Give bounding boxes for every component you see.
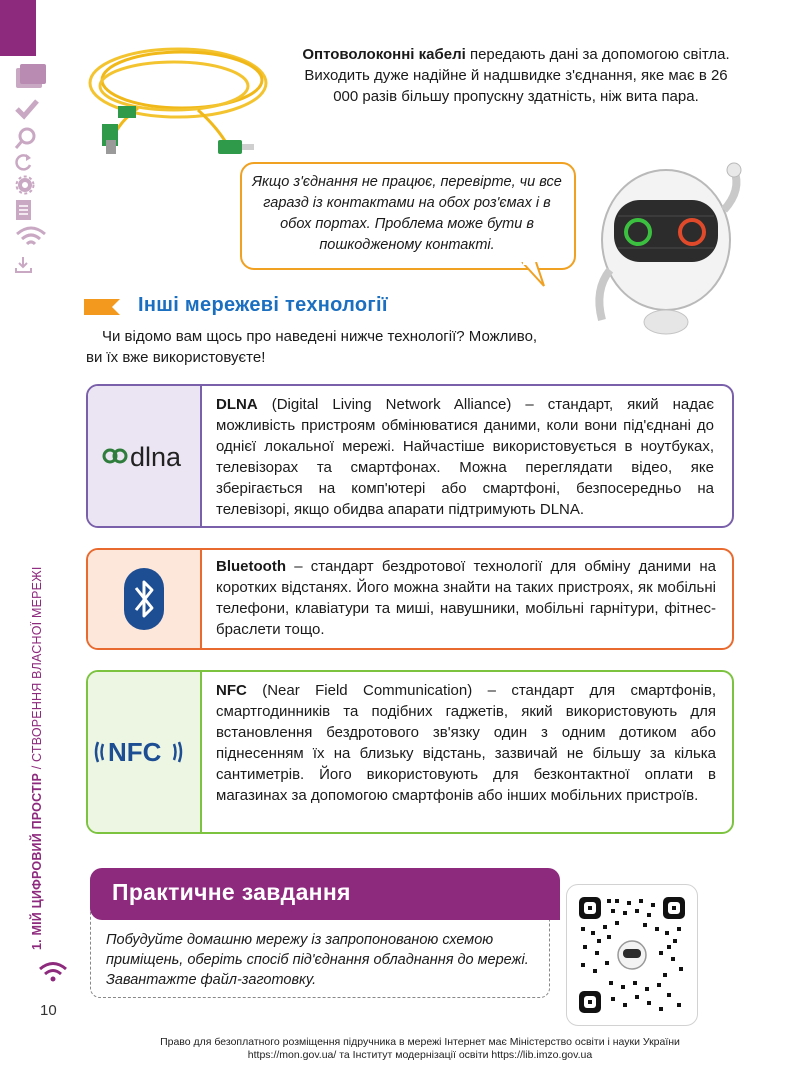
tip-text: Якщо з'єднання не працює, перевірте, чи все гаразд із контактами на обох роз'ємах і в обох портах. Проблема може бути в пошкодженому контакті. [252,174,562,253]
bluetooth-icon [88,550,200,648]
document-icon [14,198,34,222]
fiber-optic-intro: Оптоволоконні кабелі передають дані за допомогою світла. Виходить дуже надійне й надшвидке з'єднання, яке має в 26 000 разів більшу пропускну здатність, ніж вита пара. [302,46,730,105]
gear-icon [14,174,36,196]
section-heading: Інші мережеві технології [138,294,388,316]
page-number: 10 [40,1002,57,1019]
dlna-description: DLNA (Digital Living Network Alliance) – стандарт, який надає можливість пристроям обмінюватися даними, коли вони під'єднані до однієї локальної мережі. Найчастіше використовується в ноутбуках, телевізорах та смартфонах. Можна переглядати відео, яке зберігається на комп'ютері або смартфоні, безпосередньо на телевізорі, якщо обидва апарати підтримують DLNA. [216,396,714,518]
dlna-logo-text: dlna [130,442,182,472]
qr-code-card[interactable] [566,884,698,1026]
fiber-optic-cable-image [78,28,278,158]
footer-line-2: https://mon.gov.ua/ та Інститут модернізації освіти https://lib.imzo.gov.ua [247,1049,593,1061]
qr-code[interactable] [567,885,697,1025]
task-text: Побудуйте домашню мережу із запропонованою схемою приміщень, оберіть спосіб під'єднання обладнання до мережі. Завантажте файл-заготовку. [106,932,529,988]
wifi-icon [38,960,68,984]
nfc-logo [88,672,200,832]
nfc-logo-panel [88,672,202,832]
bluetooth-logo-panel [88,550,202,648]
footer-copyright [80,1036,760,1062]
robot-mascot-image [574,160,754,340]
nfc-description: NFC (Near Field Communication) – стандарт для смартфонів, смартгодинників та подібних гаджетів, який використовують для встановлення бездротового зв'язку один з одним дотиком або піднесенням їх на близьку відстань, зазвичай не більшу за кілька сантиметрів. Його використовують для безконтактної оплати в магазинах за допомогою смартфонів або інших мобільних пристроїв. [216,682,716,804]
task-title: Практичне завдання [112,879,351,905]
search-icon [14,126,38,150]
bluetooth-description: Bluetooth – стандарт бездротової технології для обміну даними на коротких відстанях. Його можна знайти на таких пристроях, як мобільні телефони, клавіатури та миші, навушники, мобільні гарнітури, фітнес-браслети тощо. [216,558,716,638]
dlna-logo-panel [88,386,202,526]
check-icon [14,98,40,120]
download-icon [14,256,34,274]
nfc-logo-text: NFC [108,737,162,767]
wifi-icon [14,224,48,250]
corner-tab [0,0,36,56]
dlna-logo [88,386,200,526]
refresh-icon [14,152,34,172]
heading-marker-icon [84,297,126,317]
footer-line-1: Право для безоплатного розміщення підручника в мережі Інтернет має Міністерство освіти і науки України [160,1036,680,1048]
bubble-tail [520,262,550,290]
folder-icon [14,62,48,92]
chapter-running-title: 1. МІЙ ЦИФРОВИЙ ПРОСТІР / СТВОРЕННЯ ВЛАСНОЇ МЕРЕЖІ [30,566,44,950]
section-question: Чи відомо вам щось про наведені нижче технології? Можливо, ви їх вже використовуєте! [86,328,538,366]
